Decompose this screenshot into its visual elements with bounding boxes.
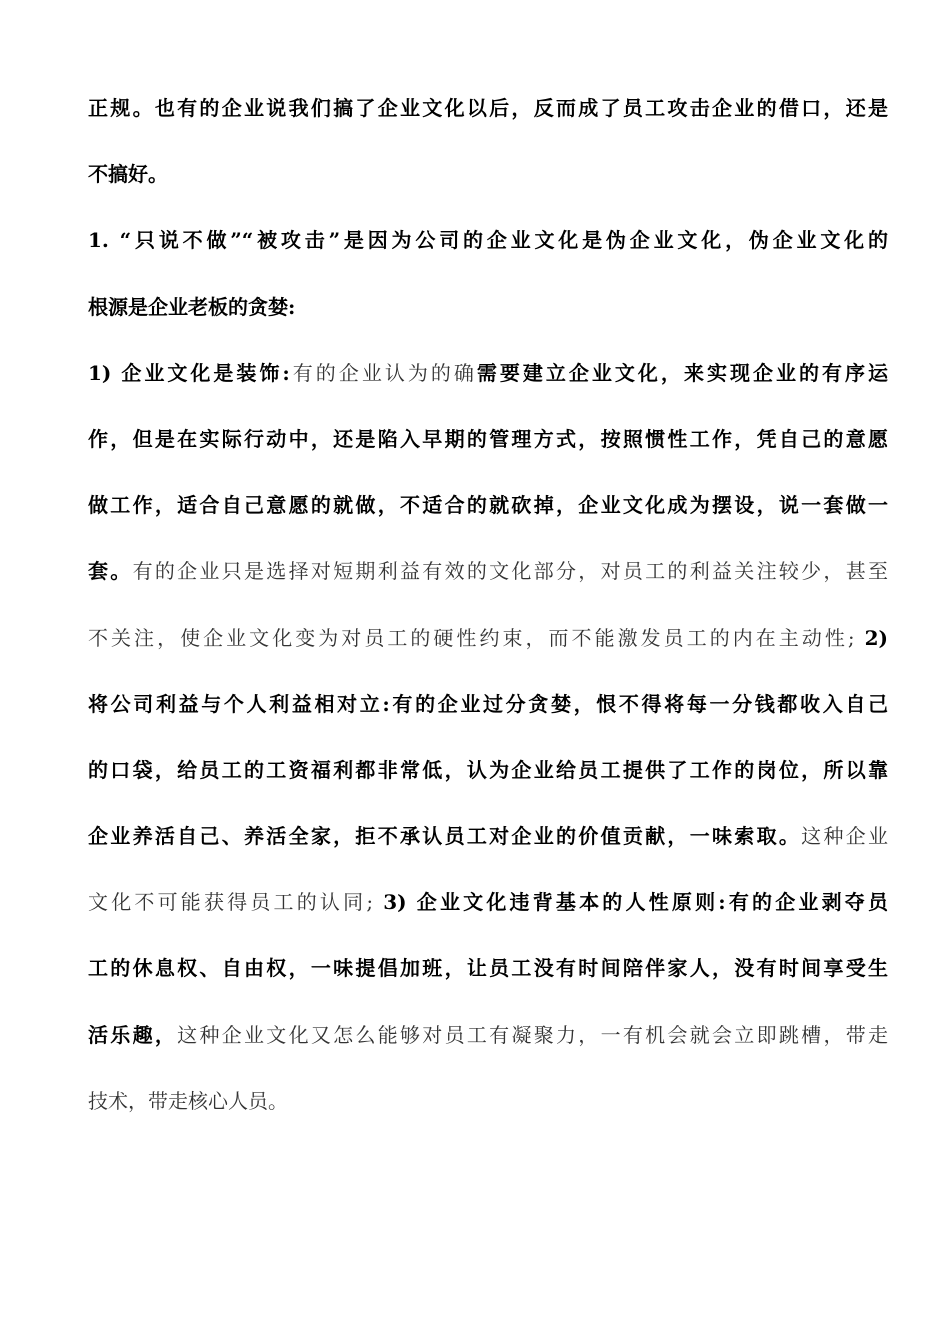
text-line-5 — [88, 353, 888, 419]
text-line-15 — [88, 1015, 888, 1081]
text-line-14 — [88, 948, 888, 1014]
text-line-16 — [88, 1081, 888, 1147]
text-line-2 — [88, 154, 888, 220]
text-line-9 — [88, 618, 888, 684]
text-run: 有的企业认为的确 — [289, 360, 477, 385]
text-run: 3) 企业文化违背基本的人性原则:有的企业剥夺员 — [373, 890, 888, 915]
text-line-7 — [88, 485, 888, 551]
text-line-6 — [88, 419, 888, 485]
text-run: 文化不可能获得员工的认同; — [88, 890, 374, 915]
text-run: 2) — [854, 625, 888, 650]
text-run: 企业养活自己、养活全家，拒不承认员工对企业的价值贡献，一味索取。 — [88, 824, 802, 849]
text-line-10 — [88, 684, 888, 750]
text-run: 根源是企业老板的贪婪: — [88, 294, 296, 319]
text-line-13 — [88, 882, 888, 948]
text-run: 将公司利益与个人利益相对立:有的企业过分贪婪，恨不得将每一分钱都收入自己 — [88, 691, 888, 716]
text-run: 活乐趣， — [88, 1022, 178, 1047]
text-run: 有的企业只是选择对短期利益有效的文化部分，对员工的利益关注较少，甚至 — [132, 559, 889, 584]
text-line-1 — [88, 88, 888, 154]
text-run: 这种企业文化又怎么能够对员工有凝聚力，一有机会就会立即跳槽，带走 — [177, 1022, 889, 1047]
text-line-8 — [88, 551, 888, 617]
text-line-4 — [88, 287, 888, 353]
text-run: 不搞好。 — [88, 162, 168, 187]
text-run: 正规。也有的企业说我们搞了企业文化以后，反而成了员工攻击企业的借口，还是 — [88, 96, 888, 120]
text-line-3 — [88, 220, 888, 286]
text-run: 1) 企业文化是装饰: — [88, 360, 290, 385]
text-run: 这种企业 — [801, 824, 889, 849]
text-run: 套。 — [88, 559, 133, 584]
text-run: 技术，带走核心人员。 — [88, 1088, 288, 1113]
document-page — [88, 88, 888, 1147]
text-line-11 — [88, 750, 888, 816]
text-run: 工的休息权、自由权，一味提倡加班，让员工没有时间陪伴家人，没有时间享受生 — [88, 956, 888, 981]
text-line-12 — [88, 816, 888, 882]
text-run: 的口袋，给员工的工资福利都非常低，认为企业给员工提供了工作的岗位，所以靠 — [88, 757, 888, 782]
text-run: 1. “只说不做”“被攻击”是因为公司的企业文化是伪企业文化，伪企业文化的 — [88, 228, 888, 253]
text-run: 做工作，适合自己意愿的就做，不适合的就砍掉，企业文化成为摆设，说一套做一 — [88, 493, 888, 518]
text-run: 作，但是在实际行动中，还是陷入早期的管理方式，按照惯性工作，凭自己的意愿 — [88, 426, 888, 451]
text-run: 不关注，使企业文化变为对员工的硬性约束，而不能激发员工的内在主动性; — [88, 625, 855, 650]
text-run: 需要建立企业文化，来实现企业的有序运 — [476, 360, 889, 385]
